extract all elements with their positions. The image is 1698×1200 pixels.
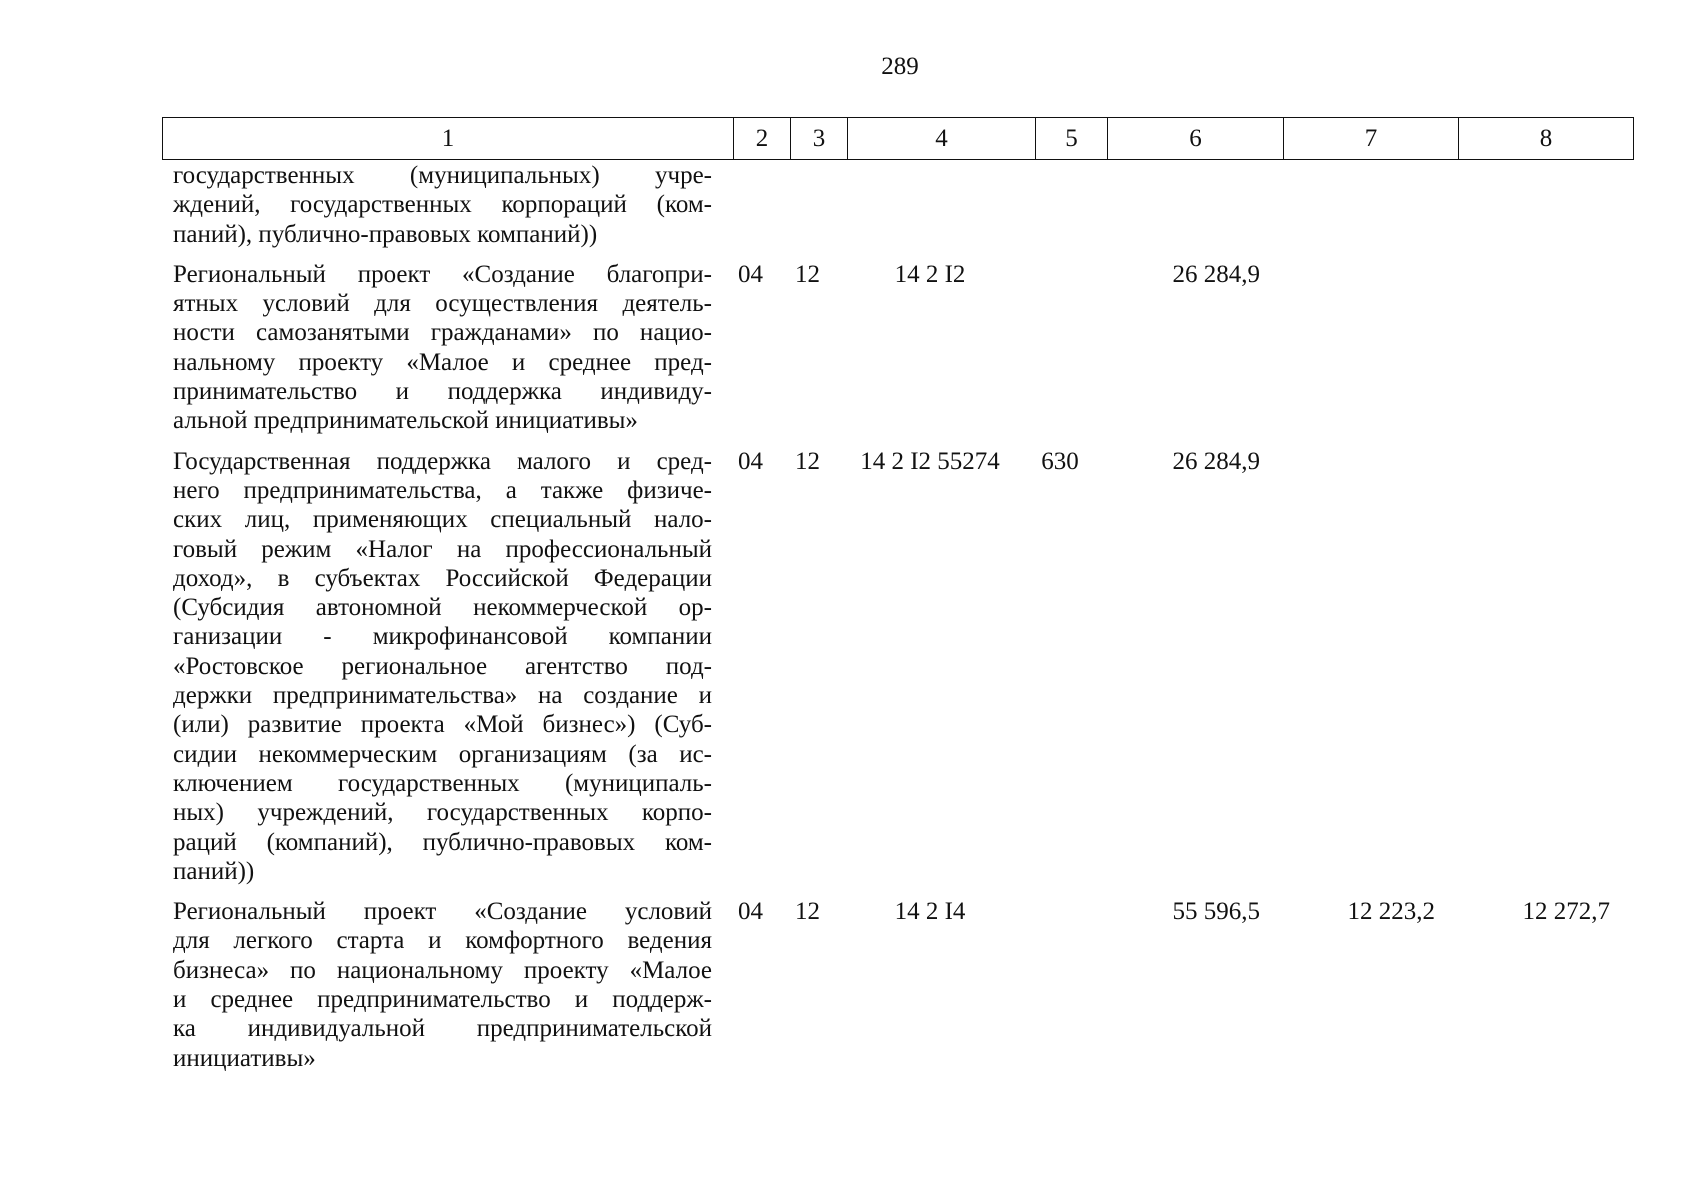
- amount-col-6: 26 284,9: [1172, 260, 1260, 288]
- row-description: [162, 260, 722, 436]
- description-line: Государственная поддержка малого и сред-: [173, 447, 712, 475]
- table-row: [162, 260, 1640, 436]
- subsection-code: 12: [795, 898, 820, 926]
- expense-type-code: [1024, 161, 1096, 249]
- description-line: доход», в субъектах Российской Федерации: [173, 564, 712, 592]
- header-cell-4: 4: [848, 118, 1036, 160]
- target-article-code: 14 2 I4: [894, 898, 966, 926]
- description-line: паний), публично-правовых компаний)): [173, 220, 598, 248]
- table-row: [162, 897, 1640, 1073]
- target-article-code: 14 2 I2: [894, 260, 966, 288]
- amount-col-8: [1447, 447, 1622, 886]
- header-cell-1: 1: [163, 118, 734, 160]
- header-cell-6: 6: [1108, 118, 1284, 160]
- description-line: Региональный проект «Создание благопри-: [173, 260, 712, 288]
- description-line: (Субсидия автономной некоммерческой ор-: [173, 594, 712, 622]
- amount-col-6: 55 596,5: [1172, 898, 1260, 926]
- subsection-code: 12: [795, 260, 820, 288]
- header-row: [163, 118, 1634, 160]
- section-code: 04: [738, 898, 763, 926]
- amount-col-8: [1447, 161, 1622, 249]
- description-line: Региональный проект «Создание условий: [173, 898, 712, 926]
- description-line: ятных условий для осуществления деятель-: [173, 290, 712, 318]
- description-line: государственных (муниципальных) учре-: [173, 162, 712, 189]
- description-line: «Ростовское региональное агентство под-: [173, 652, 712, 680]
- description-line: сидии некоммерческим организациям (за ис-: [173, 740, 712, 768]
- expense-type-code: 630: [1041, 447, 1079, 475]
- description-line: держки предпринимательства» на создание и: [173, 682, 712, 710]
- section-code: [722, 161, 779, 249]
- description-line: ных) учреждений, государственных корпо-: [173, 799, 712, 827]
- description-line: для легкого старта и комфортного ведения: [173, 927, 712, 955]
- row-description: [162, 897, 722, 1073]
- amount-col-6: [1096, 161, 1272, 249]
- description-line: ности самозанятыми гражданами» по нацио-: [173, 319, 712, 347]
- description-line: ключением государственных (муниципаль-: [173, 769, 712, 797]
- header-cell-3: 3: [791, 118, 848, 160]
- description-line: паний)): [173, 857, 255, 885]
- budget-rows: [162, 161, 1640, 1084]
- amount-col-8: [1447, 260, 1622, 436]
- description-line: нальному проекту «Малое и среднее пред-: [173, 348, 712, 376]
- description-line: бизнеса» по национальному проекту «Малое: [173, 956, 712, 984]
- description-line: раций (компаний), публично-правовых ком-: [173, 828, 712, 856]
- target-article-code: [836, 161, 1024, 249]
- table-row: [162, 447, 1640, 886]
- expense-type-code: [1024, 897, 1096, 1073]
- description-line: ждений, государственных корпораций (ком-: [173, 191, 712, 219]
- amount-col-7: [1272, 447, 1447, 886]
- row-description: [162, 447, 722, 886]
- description-line: альной предпринимательской инициативы»: [173, 407, 638, 435]
- description-line: ка индивидуальной предпринимательской: [173, 1015, 712, 1043]
- subsection-code: 12: [795, 447, 820, 475]
- amount-col-7: 12 223,2: [1347, 898, 1435, 926]
- header-cell-2: 2: [734, 118, 791, 160]
- amount-col-8: 12 272,7: [1522, 898, 1610, 926]
- expense-type-code: [1024, 260, 1096, 436]
- description-line: и среднее предпринимательство и поддерж-: [173, 986, 712, 1014]
- amount-col-7: [1272, 161, 1447, 249]
- description-line: него предпринимательства, а также физиче-: [173, 476, 712, 504]
- header-cell-5: 5: [1036, 118, 1108, 160]
- description-line: ских лиц, применяющих специальный нало-: [173, 506, 712, 534]
- page-number: 289: [881, 53, 919, 80]
- description-line: говый режим «Налог на профессиональный: [173, 535, 712, 563]
- subsection-code: [779, 161, 836, 249]
- section-code: 04: [738, 260, 763, 288]
- header-cell-8: 8: [1459, 118, 1634, 160]
- table-row: [162, 161, 1640, 249]
- description-line: ганизации - микрофинансовой компании: [173, 623, 712, 651]
- section-code: 04: [738, 447, 763, 475]
- amount-col-6: 26 284,9: [1172, 447, 1260, 475]
- description-line: принимательство и поддержка индивиду-: [173, 378, 712, 406]
- description-line: инициативы»: [173, 1044, 316, 1072]
- header-cell-7: 7: [1284, 118, 1459, 160]
- column-number-header: [162, 117, 1634, 160]
- row-description: [162, 161, 722, 249]
- target-article-code: 14 2 I2 55274: [860, 447, 1000, 475]
- amount-col-7: [1272, 260, 1447, 436]
- description-line: (или) развитие проекта «Мой бизнес») (Суб-: [173, 711, 712, 739]
